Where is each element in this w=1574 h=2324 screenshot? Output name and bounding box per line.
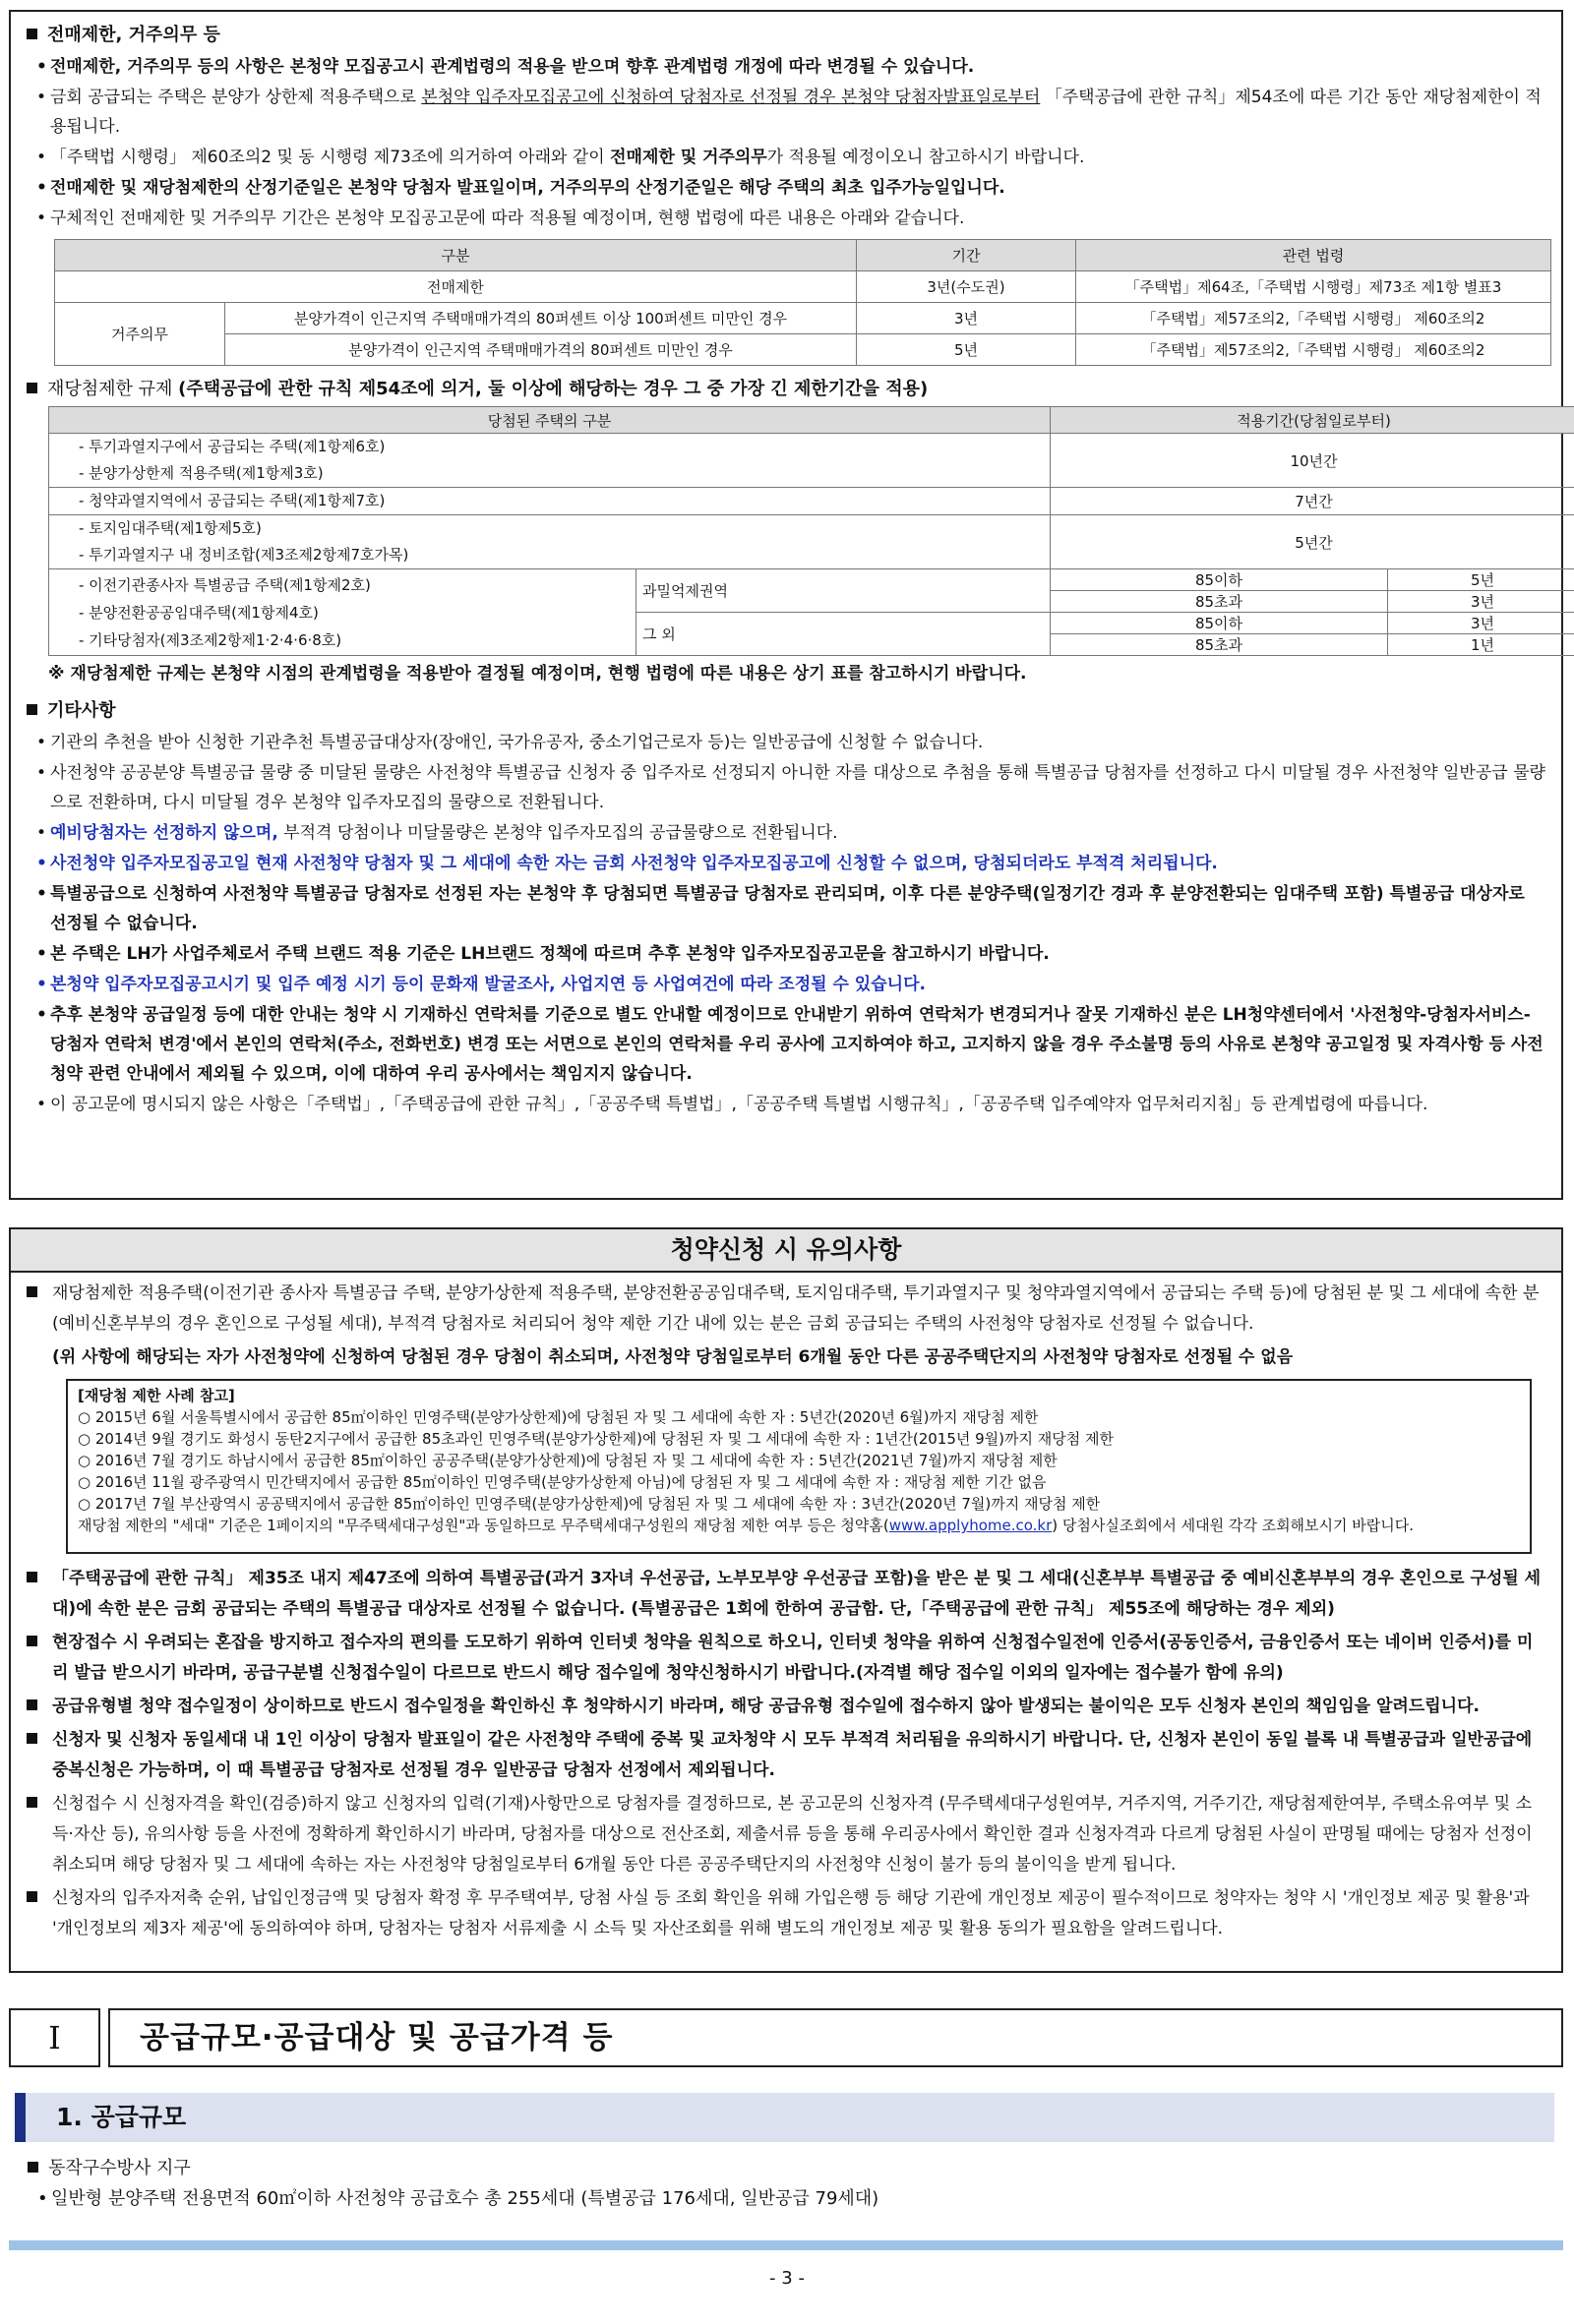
heading-resale-residence: 전매제한, 거주의무 등 [27, 22, 1545, 48]
accent-bar [15, 2093, 26, 2142]
table-row: 85초과 1년 [49, 634, 1574, 656]
bullet-item: • 구체적인 전매제한 및 거주의무 기간은 본청약 모집공고문에 따라 적용될 예정이며, 현행 법령에 따른 내용은 아래와 같습니다. [36, 209, 965, 228]
bullet-item: • 이 공고문에 명시되지 않은 사항은「주택법」,「주택공급에 관한 규칙」,「공공주택 특별법」,「공공주택 특별법 시행규칙」,「공공주택 입주예약자 업무처리지침」등 관계법령에 따릅니다. [36, 1095, 1428, 1114]
table-row: - 토지임대주택(제1항제5호) - 투기과열지구 내 정비조합(제3조제2항제7호가목) 5년간 [49, 515, 1574, 569]
bullet-item: • 특별공급으로 신청하여 사전청약 특별공급 당첨자로 선정된 자는 본청약 후 당첨되면 특별공급 당첨자로 관리되며, 이후 다른 분양주택(일정기간 경과 후 분양전환되는 임대주택 포함) 특별공급 대상자로 선정될 수 없습니다. [36, 884, 1525, 933]
bullet-item: • 사전청약 공공분양 특별공급 물량 중 미달된 물량은 사전청약 특별공급 신청자 중 입주자로 선정되지 아니한 자를 대상으로 추첨을 통해 특별공급 당첨자를 선정하고 다시 미달될 경우 사전청약 일반공급 물량으로 전환하며, 다시 미달될 경우 본청약 입주자모집의 물량으로 전환됩니다. [36, 763, 1545, 812]
square-bullet-icon [27, 1636, 37, 1646]
square-bullet-icon [27, 1699, 37, 1710]
heading-rewin-restriction: 재당첨제한 규제 (주택공급에 관한 규칙 제54조에 의거, 둘 이상에 해당하는 경우 그 중 가장 긴 제한기간을 적용) [27, 376, 1545, 402]
square-bullet-icon [27, 29, 37, 39]
rewin-case-box: [재당첨 제한 사례 참고] ○ 2015년 6월 서울특별시에서 공급한 85㎡이하인 민영주택(분양가상한제)에 당첨된 자 및 그 세대에 속한 자 : 5년간(2020년 6월)까지 재당첨 제한 ○ 2014년 9월 경기도 화성시 동탄2지구에서 공급한 85초과인 민영주택(분양가상한제)에 당첨된 자 및 그 세대에 속한 자 : 1년간(2015년 9월)까지 재당첨 제한 ○ 2016년 7월 경기도 하남시에서 공급한 85㎡이하인 공공주택(분양가상한제)에 당첨된 자 및 그 세대에 속한 자 : 5년간(2021년 7월)까지 재당첨 제한 ○ 2016년 11월 광주광역시 민간택지에서 공급한 85㎡이하인 민영주택(분양가상한제 아님)에 당첨된 자 및 그 세대에 속한 자 : 재당첨 제한 기간 없음 ○ 2017년 7월 부산광역시 공공택지에서 공급한 85㎡이하인 민영주택(분양가상한제)에 당첨된 자 및 그 세대에 속한 자 : 3년간(2020년 7월)까지 재당첨 제한 재당첨 제한의 "세대" 기준은 1페이지의 "무주택세대구성원"과 동일하므로 무주택세대구성원의 재당첨 제한 여부 등은 청약홈(www.applyhome.co.kr) 당첨사실조회에서 세대원 각각 조회해보시기 바랍니다. [66, 1379, 1532, 1554]
table-row: 85초과 3년 [49, 591, 1574, 613]
table-header: 당첨된 주택의 구분 [49, 407, 1051, 434]
table-header: 관련 법령 [1076, 240, 1551, 271]
chapter-heading [9, 2008, 1563, 2067]
caution-item: 「주택공급에 관한 규칙」 제35조 내지 제47조에 의하여 특별공급(과거 3자녀 우선공급, 노부모부양 우선공급 포함)을 받은 분 및 그 세대(신혼부부 특별공급 중 예비신혼부부의 경우 혼인으로 구성될 세대)에 속한 분은 금회 공급되는 주택의 특별공급 대상자로 선정될 수 없습니다. (특별공급은 1회에 한하여 공급함. 단,「주택공급에 관한 규칙」 제55조에 해당하는 경우 제외) [27, 1564, 1545, 1625]
bullet-item: • 기관의 추천을 받아 신청한 기관추천 특별공급대상자(장애인, 국가유공자, 중소기업근로자 등)는 일반공급에 신청할 수 없습니다. [36, 733, 984, 752]
bullet-item: • 본 주택은 LH가 사업주체로서 주택 브랜드 적용 기준은 LH브랜드 정책에 따르며 추후 본청약 입주자모집공고문을 참고하시기 바랍니다. [36, 944, 1050, 964]
caution-item: 신청자 및 신청자 동일세대 내 1인 이상이 당첨자 발표일이 같은 사전청약 주택에 중복 및 교차청약 시 모두 부적격 처리됨을 유의하시기 바랍니다. 단, 신청자 본인이 동일 블록 내 특별공급과 일반공급에 중복신청은 가능하며, 이 때 특별공급 당첨자로 선정될 경우 일반공급 당첨자 선정에서 제외됩니다. [27, 1725, 1545, 1786]
page-number: - 3 - [769, 2268, 805, 2289]
bullet-item: • 전매제한, 거주의무 등의 사항은 본청약 모집공고시 관계법령의 적용을 받으며 향후 관계법령 개정에 따라 변경될 수 있습니다. [36, 57, 975, 77]
list-item: ○ 2016년 11월 광주광역시 민간택지에서 공급한 85㎡이하인 민영주택(분양가상한제 아님)에 당첨된 자 및 그 세대에 속한 자 : 재당첨 제한 기간 없음 [78, 1473, 1047, 1491]
caution-item-note: (위 사항에 해당되는 자가 사전청약에 신청하여 당첨된 경우 당첨이 취소되며, 사전청약 당첨일로부터 6개월 동안 다른 공공주택단지의 사전청약 당첨자로 선정될 수 없음 [52, 1347, 1294, 1367]
list-item: ○ 2017년 7월 부산광역시 공공택지에서 공급한 85㎡이하인 민영주택(분양가상한제)에 당첨된 자 및 그 세대에 속한 자 : 3년간(2020년 7월)까지 재당첨 제한 [78, 1495, 1101, 1513]
square-bullet-icon [27, 383, 37, 393]
resale-residence-table [54, 239, 1551, 366]
chapter-title: 공급규모·공급대상 및 공급가격 등 [108, 2008, 1563, 2067]
table-row: 전매제한 3년(수도권) 「주택법」제64조,「주택법 시행령」제73조 제1항 별표3 [55, 271, 1551, 303]
square-bullet-icon [27, 1572, 37, 1582]
rewin-note: ※ 재당첨제한 규제는 본청약 시점의 관계법령을 적용받아 결정될 예정이며, 현행 법령에 따른 내용은 상기 표를 참고하시기 바랍니다. [48, 664, 1027, 684]
bullet-item: • 일반형 분양주택 전용면적 60㎡이하 사전청약 공급호수 총 255세대 (특별공급 176세대, 일반공급 79세대) [37, 2188, 879, 2209]
list-item: ○ 2016년 7월 경기도 하남시에서 공급한 85㎡이하인 공공주택(분양가상한제)에 당첨된 자 및 그 세대에 속한 자 : 5년간(2021년 7월)까지 재당첨 제한 [78, 1452, 1058, 1469]
footer-divider [9, 2240, 1563, 2250]
applyhome-link[interactable]: www.applyhome.co.kr [888, 1517, 1053, 1534]
square-bullet-icon [27, 1891, 37, 1902]
case-note: 재당첨 제한의 "세대" 기준은 1페이지의 "무주택세대구성원"과 동일하므로 무주택세대구성원의 재당첨 제한 여부 등은 청약홈(www.applyhome.co.kr) 당첨사실조회에서 세대원 각각 조회해보시기 바랍니다. [78, 1517, 1415, 1534]
bullet-item: • 본청약 입주자모집공고시기 및 입주 예정 시기 등이 문화재 발굴조사, 사업지연 등 사업여건에 따라 조정될 수 있습니다. [36, 975, 926, 994]
table-row: 분양가격이 인근지역 주택매매가격의 80퍼센트 미만인 경우 5년 「주택법」제57조의2,「주택법 시행령」 제60조의2 [55, 334, 1551, 366]
list-item: ○ 2014년 9월 경기도 화성시 동탄2지구에서 공급한 85초과인 민영주택(분양가상한제)에 당첨된 자 및 그 세대에 속한 자 : 1년간(2015년 9월)까지 재당첨 제한 [78, 1430, 1114, 1448]
table-header: 구분 [55, 240, 857, 271]
square-bullet-icon [27, 1286, 37, 1297]
caution-item: 재당첨제한 적용주택(이전기관 종사자 특별공급 주택, 분양가상한제 적용주택, 분양전환공공임대주택, 토지임대주택, 투기과열지구 및 청약과열지역에서 공급되는 주택 등)에 당첨된 분 및 그 세대에 속한 분(예비신혼부부의 경우 혼인으로 구성될 세대), 부적격 당첨자로 처리되어 청약 제한 기간 내에 있는 분은 금회 공급되는 주택의 사전청약 당첨자로 선정될 수 없습니다. [27, 1279, 1545, 1340]
table-row: 거주의무 분양가격이 인근지역 주택매매가격의 80퍼센트 이상 100퍼센트 미만인 경우 3년 「주택법」제57조의2,「주택법 시행령」 제60조의2 [55, 303, 1551, 334]
bullet-item: • 「주택법 시행령」 제60조의2 및 동 시행령 제73조에 의거하여 아래와 같이 전매제한 및 거주의무가 적용될 예정이오니 참고하시기 바랍니다. [36, 148, 1085, 167]
chapter-number: Ⅰ [9, 2008, 100, 2067]
square-bullet-icon [27, 1797, 37, 1808]
bullet-item: • 전매제한 및 재당첨제한의 산정기준일은 본청약 당첨자 발표일이며, 거주의무의 산정기준일은 해당 주택의 최초 입주가능일입니다. [36, 178, 1005, 198]
table-header: 적용기간(당첨일로부터) [1051, 407, 1574, 434]
table-row: - 이전기관종사자 특별공급 주택(제1항제2호) - 분양전환공공임대주택(제1항제4호) - 기타당첨자(제3조제2항제1·2·4·6·8호) 과밀억제권역 85이하 5년 [49, 569, 1574, 591]
subsection-heading [15, 2093, 1554, 2142]
heading-other-matters: 기타사항 [27, 697, 1545, 724]
square-bullet-icon [28, 2162, 38, 2173]
table-header: 기간 [857, 240, 1076, 271]
caution-item: 신청접수 시 신청자격을 확인(검증)하지 않고 신청자의 입력(기재)사항만으로 당첨자를 결정하므로, 본 공고문의 신청자격 (무주택세대구성원여부, 거주지역, 거주기간, 재당첨제한여부, 주택소유여부 및 소득·자산 등), 유의사항 등을 사전에 정확하게 확인하시기 바라며, 당첨자를 대상으로 전산조회, 제출서류 등을 통해 우리공사에서 확인한 결과 신청자격과 다르게 당첨된 사실이 판명될 때에는 당첨자 선정이 취소되며 해당 당첨자 및 그 세대에 속하는 자는 사전청약 당첨일로부터 6개월 동안 다른 공공주택단지의 사전청약 신청이 불가 등의 불이익을 받게 됩니다. [27, 1789, 1545, 1880]
square-bullet-icon [27, 1733, 37, 1744]
notice-box-restrictions [9, 10, 1563, 1200]
subsection-title: 1. 공급규모 [56, 2103, 187, 2131]
bullet-item: • 금회 공급되는 주택은 분양가 상한제 적용주택으로 본청약 입주자모집공고에 신청하여 당첨자로 선정될 경우 본청약 당첨자발표일로부터 「주택공급에 관한 규칙」제54조에 따른 기간 동안 재당첨제한이 적용됩니다. [36, 88, 1542, 137]
table-row: - 투기과열지구에서 공급되는 주택(제1항제6호) - 분양가상한제 적용주택(제1항제3호) 10년간 [49, 434, 1574, 488]
caution-item: 공급유형별 청약 접수일정이 상이하므로 반드시 접수일정을 확인하신 후 청약하시기 바라며, 해당 공급유형 접수일에 접수하지 않아 발생되는 불이익은 모두 신청자 본인의 책임임을 알려드립니다. [27, 1692, 1545, 1722]
square-bullet-icon [27, 704, 37, 715]
supply-scale-section [28, 2154, 878, 2215]
table-row: - 청약과열지역에서 공급되는 주택(제1항제7호) 7년간 [49, 488, 1574, 515]
notice-box-cautions [9, 1271, 1563, 1973]
caution-item: 현장접수 시 우려되는 혼잡을 방지하고 접수자의 편의를 도모하기 위하여 인터넷 청약을 원칙으로 하오니, 인터넷 청약을 위하여 신청접수일전에 인증서(공동인증서, 금융인증서 또는 네이버 인증서)를 미리 발급 받으시기 바라며, 공급구분별 신청접수일이 다르므로 반드시 해당 접수일에 청약신청하시기 바랍니다.(자격별 해당 접수일 이외의 일자에는 접수불가 함에 유의) [27, 1628, 1545, 1689]
section-title: 청약신청 시 유의사항 [9, 1227, 1563, 1271]
bullet-item: • 사전청약 입주자모집공고일 현재 사전청약 당첨자 및 그 세대에 속한 자는 금회 사전청약 입주자모집공고에 신청할 수 없으며, 당첨되더라도 부적격 처리됩니다. [36, 854, 1218, 873]
bullet-item: • 추후 본청약 공급일정 등에 대한 안내는 청약 시 기재하신 연락처를 기준으로 별도 안내할 예정이므로 안내받기 위하여 연락처가 변경되거나 잘못 기재하신 분은 LH청약센터에서 '사전청약-당첨자서비스-당첨자 연락처 변경'에서 본인의 연락처(주소, 전화번호) 변경 또는 서면으로 본인의 연락처를 우리 공사에 고지하여야 하고, 고지하지 않을 경우 주소불명 등의 사유로 본청약 공고일정 및 자격사항 등 사전청약 관련 안내에서 제외될 수 있으며, 이에 대하여 우리 공사에서는 책임지지 않습니다. [36, 1005, 1544, 1084]
bullet-item: • 예비당첨자는 선정하지 않으며, 부적격 당첨이나 미달물량은 본청약 입주자모집의 공급물량으로 전환됩니다. [36, 823, 838, 843]
district-heading: 동작구수방사 지구 [28, 2154, 878, 2183]
table-row: 그 외 85이하 3년 [49, 613, 1574, 634]
caution-item: 신청자의 입주자저축 순위, 납입인정금액 및 당첨자 확정 후 무주택여부, 당첨 사실 등 조회 확인을 위해 가입은행 등 해당 기관에 개인정보 제공이 필수적이므로 청약자는 청약 시 '개인정보 제공 및 활용'과 '개인정보의 제3자 제공'에 동의하여야 하며, 당첨자는 당첨자 서류제출 시 소득 및 자산조회를 위해 별도의 개인정보 제공 및 활용 동의가 필요함을 알려드립니다. [27, 1883, 1545, 1944]
list-item: ○ 2015년 6월 서울특별시에서 공급한 85㎡이하인 민영주택(분양가상한제)에 당첨된 자 및 그 세대에 속한 자 : 5년간(2020년 6월)까지 재당첨 제한 [78, 1408, 1039, 1426]
rewin-restriction-table [48, 406, 1574, 656]
